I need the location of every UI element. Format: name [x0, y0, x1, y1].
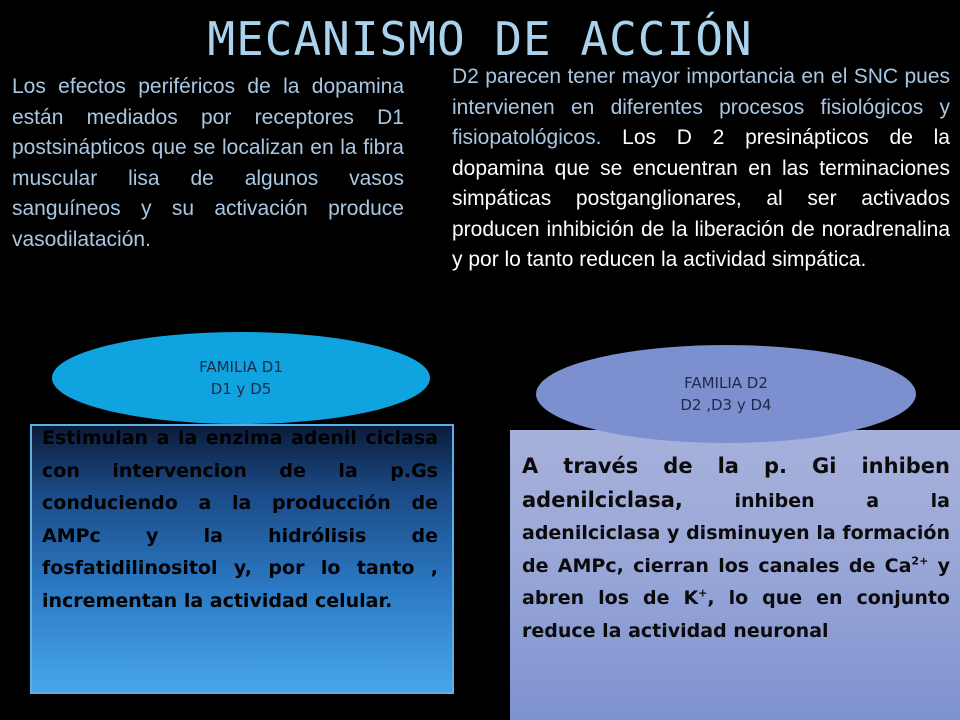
d2-mechanism-box: [510, 430, 960, 720]
calcium-charge: 2+: [911, 554, 929, 568]
d2-mechanism-k: y abren los de K: [522, 554, 950, 609]
peripheral-effects-text: Los efectos periféricos de la dopamina están mediados por receptores D1 postsinápticos que se localizan en la fibra muscular lisa de algunos vasos sanguíneos y su activación produce vasodilatación.: [12, 75, 404, 251]
family-d1-ellipse: [52, 332, 430, 424]
potassium-charge: +: [698, 586, 708, 600]
d2-mechanism-body: inhiben a la adenilciclasa y disminuyen la formación de AMPc, cierran los canales de Ca: [522, 489, 950, 577]
family-d2-members: D2 ,D3 y D4: [680, 396, 772, 414]
d1-mechanism-text: Estimulan a la enzima adenil ciclasa con intervencion de la p.Gs conduciendo a la producción de AMPc y la hidrólisis de fosfatidilinositol y, por lo tanto , incrementan la actividad celular.: [42, 427, 438, 612]
family-d1-members: D1 y D5: [210, 380, 272, 398]
family-d1-title: FAMILIA D1: [199, 358, 283, 376]
d2-description-text: [452, 62, 950, 276]
d1-mechanism-box: [30, 424, 454, 694]
d2-mechanism-lead: A través de la p. Gi inhiben adenilciclasa,: [522, 454, 950, 512]
family-d2-ellipse: [536, 345, 916, 443]
d2-presynaptic-text: Los D 2 presinápticos de la dopamina que se encuentran en las terminaciones simpáticas postganglionares, al ser activados producen inhibición de la liberación de noradrenalina y por lo tanto reducen la actividad simpática.: [452, 126, 950, 271]
slide-title: MECANISMO DE ACCIÓN: [207, 12, 753, 66]
d2-mechanism-end: , lo que en conjunto reduce la actividad neuronal: [522, 587, 950, 642]
family-d2-title: FAMILIA D2: [684, 374, 768, 392]
d2-snc-text: D2 parecen tener mayor importancia en el SNC pues intervienen en diferentes procesos fisiológicos y fisiopatológicos.: [452, 65, 950, 149]
d2-mechanism-text: [522, 450, 950, 647]
